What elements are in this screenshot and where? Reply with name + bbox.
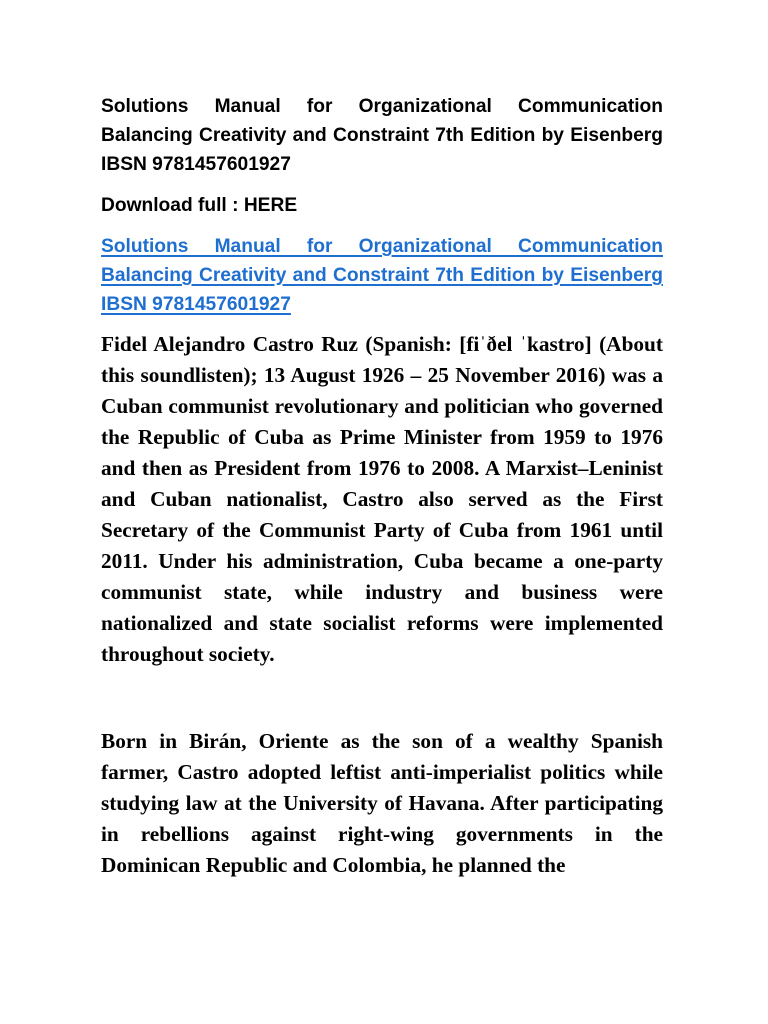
body-paragraph-1: Fidel Alejandro Castro Ruz (Spanish: [fiˈðel ˈkastro] (About this soundlisten); 13 August 1926 – 25 November 2016) was a Cuban communist revolutionary and politician who governed the Republic of Cuba as Prime Minister from 1959 to 1976 and then as President from 1976 to 2008. A Marxist–Leninist and Cuban nationalist, Castro also served as the First Secretary of the Communist Party of Cuba from 1961 until 2011. Under his administration, Cuba became a one-party communist state, while industry and business were nationalized and state socialist reforms were implemented throughout society. (101, 332, 663, 666)
document-content (101, 92, 663, 881)
download-line: Download full : HERE (101, 195, 298, 216)
solutions-manual-link[interactable]: Solutions Manual for Organizational Communication Balancing Creativity and Constraint 7th Edition by Eisenberg IBSN 9781457601927 (101, 236, 663, 315)
document-title: Solutions Manual for Organizational Communication Balancing Creativity and Constraint 7th Edition by Eisenberg IBSN 9781457601927 (101, 96, 663, 175)
body-paragraph-2: Born in Birán, Oriente as the son of a wealthy Spanish farmer, Castro adopted leftist anti-imperialist politics while studying law at the University of Havana. After participating in rebellions against right-wing governments in the Dominican Republic and Colombia, he planned the (101, 729, 663, 877)
